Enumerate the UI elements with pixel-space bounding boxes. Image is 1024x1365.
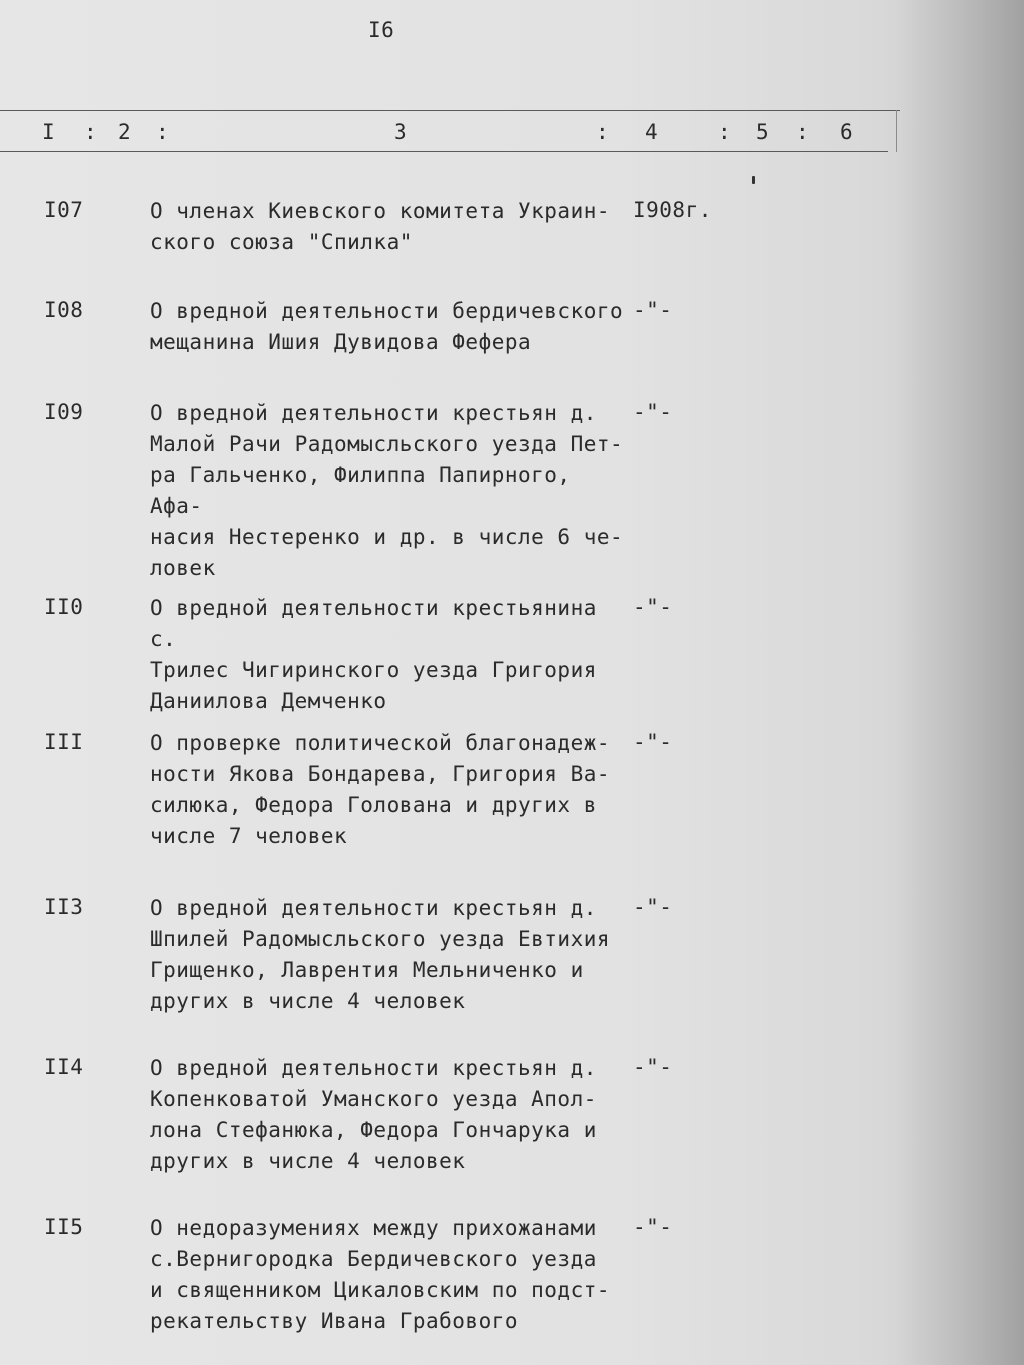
header-col-1: I: [42, 120, 56, 144]
entry-description: О недоразумениях между прихожанами с.Вернигородка Бердичевского уезда и священником Цикаловским по подст- рекательству Ивана Грабового: [150, 1216, 611, 1333]
header-bottom-rule: [0, 151, 888, 152]
entry-number: III: [44, 730, 84, 754]
entry-number: II5: [44, 1215, 84, 1239]
entry-number: II3: [44, 895, 84, 919]
entry-date: -"-: [633, 595, 673, 619]
header-separator: :: [796, 120, 810, 144]
entry-number: II0: [44, 595, 84, 619]
header-separator: :: [156, 120, 170, 144]
header-separator: :: [718, 120, 732, 144]
header-col-3: 3: [394, 120, 408, 144]
entry-description: О членах Киевского комитета Украин- ского союза "Спилка": [150, 199, 611, 254]
entry-date: -"-: [633, 895, 673, 919]
header-col-2: 2: [118, 120, 132, 144]
header-col-4: 4: [645, 120, 659, 144]
header-top-rule: [0, 110, 900, 111]
header-col-6: 6: [840, 120, 854, 144]
header-separator: :: [84, 120, 98, 144]
entry-date: -"-: [633, 730, 673, 754]
entry-date: -"-: [633, 298, 673, 322]
entry-description: О вредной деятельности крестьянина с. Трилес Чигиринского уезда Григория Даниилова Демченко: [150, 596, 597, 713]
entry-date: -"-: [633, 1055, 673, 1079]
page-number: I6: [368, 18, 395, 42]
header-rule-end: [896, 110, 897, 152]
entry-number: II4: [44, 1055, 84, 1079]
entry-description: О вредной деятельности крестьян д. Шпилей Радомысльского уезда Евтихия Грищенко, Лаврентия Мельниченко и других в числе 4 человек: [150, 896, 611, 1013]
ink-speck: [752, 176, 755, 184]
entry-description: О проверке политической благонадеж- ности Якова Бондарева, Григория Ва- силюка, Федора Голована и других в числе 7 человек: [150, 731, 611, 848]
entry-date: -"-: [633, 1215, 673, 1239]
entry-description: О вредной деятельности бердичевского мещанина Ишия Дувидова Фефера: [150, 299, 624, 354]
entry-date: I908г.: [633, 198, 712, 222]
page-edge-shadow: [894, 0, 1024, 1365]
entry-date: -"-: [633, 400, 673, 424]
entry-number: I08: [44, 298, 84, 322]
entry-description: О вредной деятельности крестьян д. Копенковатой Уманского уезда Апол- лона Стефанюка, Федора Гончарука и других в числе 4 человек: [150, 1056, 597, 1173]
entry-description: О вредной деятельности крестьян д. Малой Рачи Радомысльского уезда Пет- ра Гальченко, Филиппа Папирного, Афа- насия Нестеренко и др. в числе 6 че- ловек: [150, 401, 624, 580]
header-col-5: 5: [756, 120, 770, 144]
entry-number: I09: [44, 400, 84, 424]
entry-number: I07: [44, 198, 84, 222]
header-separator: :: [596, 120, 610, 144]
